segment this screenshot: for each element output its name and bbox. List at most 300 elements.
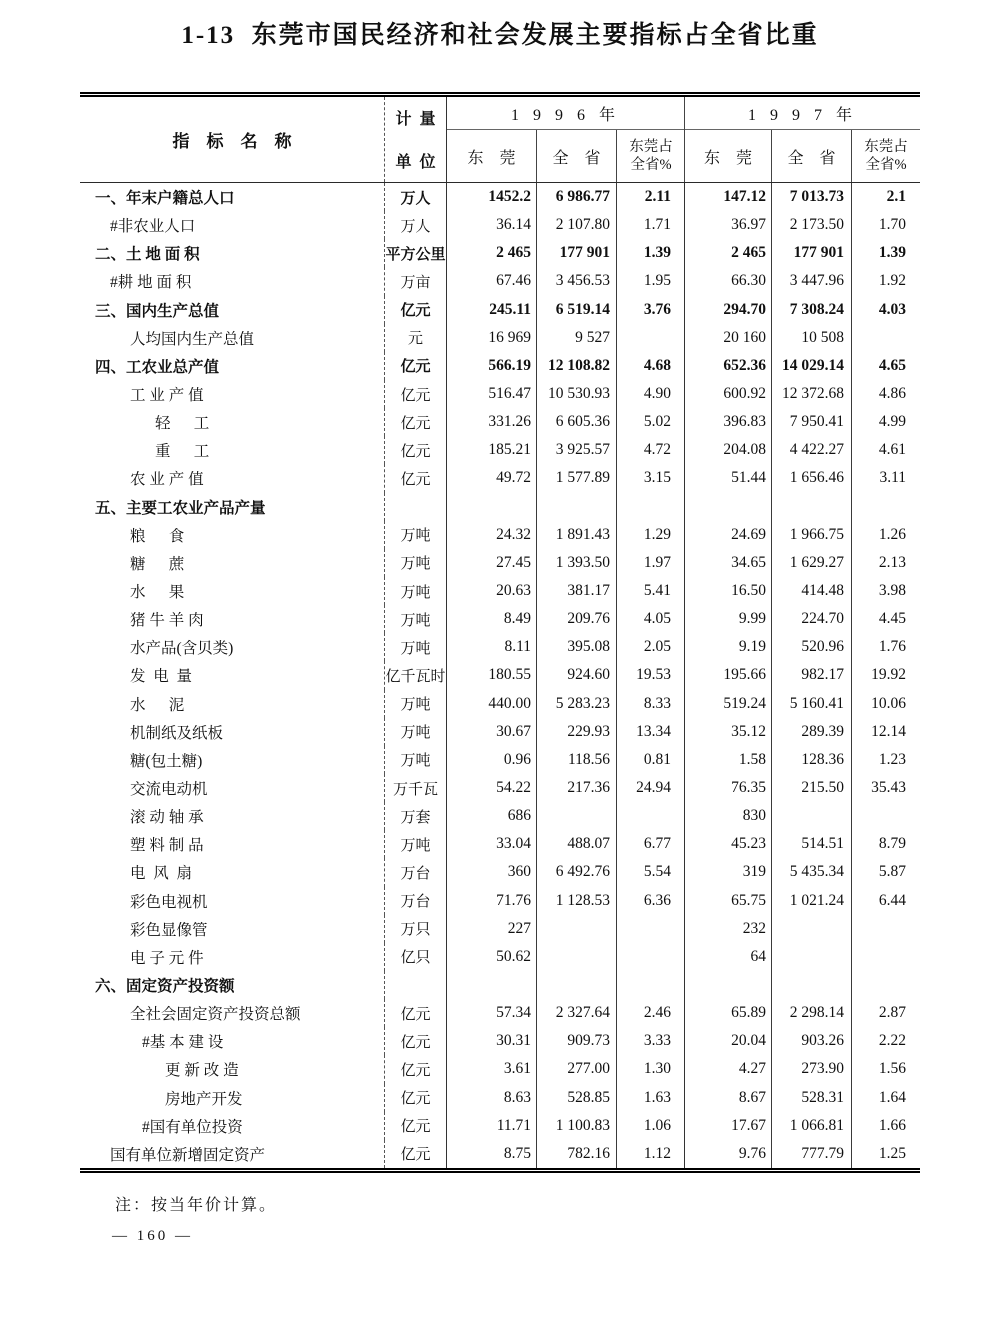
value-1996-dongguan: 8.75	[447, 1140, 537, 1168]
value-1997-dongguan: 9.76	[685, 1140, 772, 1168]
table-row	[80, 577, 920, 605]
value-1996-quansheng: 1 577.89	[537, 464, 617, 492]
value-1997-dongguan: 294.70	[685, 296, 772, 324]
table-row	[80, 943, 920, 971]
value-1996-dongguan: 24.32	[447, 521, 537, 549]
value-1996-pct: 6.36	[617, 887, 685, 915]
col-header-pct-1997	[852, 130, 920, 182]
value-1997-quansheng: 215.50	[772, 774, 852, 802]
value-1996-quansheng: 528.85	[537, 1084, 617, 1112]
table-row	[80, 211, 920, 239]
unit-cell: 平方公里	[385, 239, 447, 267]
value-1996-pct: 4.72	[617, 436, 685, 464]
value-1996-pct: 0.81	[617, 746, 685, 774]
value-1997-dongguan: 9.99	[685, 605, 772, 633]
value-1996-dongguan: 360	[447, 858, 537, 886]
value-1997-quansheng: 777.79	[772, 1140, 852, 1168]
value-1996-pct: 13.34	[617, 718, 685, 746]
value-1996-quansheng: 381.17	[537, 577, 617, 605]
unit-cell: 万台	[385, 887, 447, 915]
table-header	[80, 97, 920, 183]
unit-cell: 亿千瓦时	[385, 661, 447, 689]
value-1997-dongguan	[685, 971, 772, 999]
table-row	[80, 746, 920, 774]
indicator-cell: 人均国内生产总值	[80, 324, 385, 352]
col-header-quansheng-1997: 全 省	[772, 130, 852, 182]
pct-line1: 东莞占	[864, 139, 908, 155]
unit-cell	[385, 971, 447, 999]
indicator-cell: 粮 食	[80, 521, 385, 549]
indicator-cell: 滚 动 轴 承	[80, 802, 385, 830]
value-1997-pct: 2.13	[878, 553, 906, 571]
value-1996-pct: 1.12	[617, 1140, 685, 1168]
value-1997-dongguan: 16.50	[685, 577, 772, 605]
unit-cell: 元	[385, 324, 447, 352]
year-groups	[447, 97, 920, 182]
page-title: 1-13 东莞市国民经济和社会发展主要指标占全省比重	[181, 22, 819, 49]
value-1996-quansheng: 5 283.23	[537, 690, 617, 718]
value-1997-pct: 1.26	[878, 525, 906, 543]
value-1996-quansheng: 782.16	[537, 1140, 617, 1168]
table-row	[80, 267, 920, 295]
value-1997-dongguan: 232	[685, 915, 772, 943]
pct-line2: 全省%	[865, 157, 907, 173]
page-number: — 160 —	[112, 1228, 193, 1244]
value-1997-pct: 10.06	[871, 694, 906, 712]
value-1997-dongguan: 600.92	[685, 380, 772, 408]
value-1996-quansheng: 229.93	[537, 718, 617, 746]
value-1997-quansheng: 224.70	[772, 605, 852, 633]
value-1996-dongguan	[447, 493, 537, 521]
value-1996-pct: 6.77	[617, 830, 685, 858]
unit-cell: 万吨	[385, 633, 447, 661]
table-row	[80, 408, 920, 436]
value-1997-pct: 1.64	[878, 1088, 906, 1106]
value-1997-quansheng	[772, 915, 852, 943]
table-row	[80, 690, 920, 718]
value-1997-quansheng: 273.90	[772, 1055, 852, 1083]
value-1997-dongguan: 76.35	[685, 774, 772, 802]
value-1997-pct: 1.56	[878, 1060, 906, 1078]
indicator-cell: 一、年末户籍总人口	[80, 183, 385, 211]
value-1997-dongguan	[685, 493, 772, 521]
value-1996-pct: 1.97	[617, 549, 685, 577]
value-1996-quansheng	[537, 493, 617, 521]
indicator-cell: 轻 工	[80, 408, 385, 436]
value-1996-dongguan: 185.21	[447, 436, 537, 464]
value-1996-dongguan: 8.11	[447, 633, 537, 661]
value-1996-pct: 5.54	[617, 858, 685, 886]
indicator-cell: 三、国内生产总值	[80, 296, 385, 324]
value-1996-dongguan: 440.00	[447, 690, 537, 718]
value-1996-pct: 1.71	[617, 211, 685, 239]
value-1996-quansheng: 924.60	[537, 661, 617, 689]
table-row	[80, 239, 920, 267]
value-1997-quansheng: 903.26	[772, 1027, 852, 1055]
value-1997-dongguan: 396.83	[685, 408, 772, 436]
value-1997-pct: 4.65	[878, 356, 906, 374]
value-1997-pct: 19.92	[871, 666, 906, 684]
value-1997-quansheng: 2 173.50	[772, 211, 852, 239]
value-1996-pct: 5.41	[617, 577, 685, 605]
value-1997-quansheng: 520.96	[772, 633, 852, 661]
value-1997-quansheng	[772, 943, 852, 971]
value-1997-pct: 2.87	[878, 1004, 906, 1022]
subheaders-1997	[685, 130, 920, 182]
value-1996-pct: 1.39	[617, 239, 685, 267]
value-1997-dongguan: 34.65	[685, 549, 772, 577]
unit-cell: 亿元	[385, 352, 447, 380]
indicator-cell: #基 本 建 设	[80, 1027, 385, 1055]
value-1997-dongguan: 9.19	[685, 633, 772, 661]
col-header-year-1996: 1 9 9 6 年	[447, 97, 684, 130]
unit-cell: 万套	[385, 802, 447, 830]
unit-cell: 万人	[385, 211, 447, 239]
value-1997-pct: 2.1	[886, 188, 906, 206]
value-1996-dongguan: 8.63	[447, 1084, 537, 1112]
value-1997-dongguan: 20.04	[685, 1027, 772, 1055]
unit-cell: 万千瓦	[385, 774, 447, 802]
value-1996-pct: 19.53	[617, 661, 685, 689]
value-1996-quansheng: 177 901	[537, 239, 617, 267]
col-header-unit-line2: 单 位	[395, 154, 436, 171]
value-1996-dongguan: 566.19	[447, 352, 537, 380]
value-1996-pct: 1.95	[617, 267, 685, 295]
indicator-cell: 六、固定资产投资额	[80, 971, 385, 999]
unit-cell: 万吨	[385, 577, 447, 605]
value-1996-pct	[617, 971, 685, 999]
value-1996-quansheng: 9 527	[537, 324, 617, 352]
value-1997-dongguan: 8.67	[685, 1084, 772, 1112]
table-note: 注：按当年价计算。	[115, 1197, 278, 1214]
value-1996-quansheng: 3 456.53	[537, 267, 617, 295]
table-row	[80, 887, 920, 915]
table-row	[80, 774, 920, 802]
value-1996-pct: 1.29	[617, 521, 685, 549]
value-1997-pct: 4.45	[878, 610, 906, 628]
value-1997-quansheng: 514.51	[772, 830, 852, 858]
value-1997-pct: 1.66	[878, 1116, 906, 1134]
indicator-cell: 电 风 扇	[80, 858, 385, 886]
indicator-cell: 全社会固定资产投资总额	[80, 999, 385, 1027]
value-1997-dongguan: 319	[685, 858, 772, 886]
indicator-cell: 电 子 元 件	[80, 943, 385, 971]
value-1996-dongguan: 16 969	[447, 324, 537, 352]
value-1997-quansheng: 4 422.27	[772, 436, 852, 464]
value-1997-pct: 1.92	[878, 272, 906, 290]
value-1997-quansheng: 1 021.24	[772, 887, 852, 915]
value-1997-quansheng	[772, 493, 852, 521]
value-1997-quansheng: 1 966.75	[772, 521, 852, 549]
table-row	[80, 324, 920, 352]
value-1996-quansheng: 1 128.53	[537, 887, 617, 915]
value-1996-quansheng: 909.73	[537, 1027, 617, 1055]
value-1997-pct: 4.03	[878, 300, 906, 318]
value-1997-dongguan: 2 465	[685, 239, 772, 267]
indicator-cell: 糖 蔗	[80, 549, 385, 577]
table-row	[80, 352, 920, 380]
value-1997-pct: 1.25	[878, 1144, 906, 1162]
table-row	[80, 296, 920, 324]
value-1996-quansheng: 2 107.80	[537, 211, 617, 239]
unit-cell: 亿元	[385, 1055, 447, 1083]
indicator-cell: 四、工农业总产值	[80, 352, 385, 380]
table-row	[80, 493, 920, 521]
unit-cell: 万亩	[385, 267, 447, 295]
value-1996-dongguan: 516.47	[447, 380, 537, 408]
value-1996-pct: 8.33	[617, 690, 685, 718]
value-1997-pct: 1.76	[878, 638, 906, 656]
unit-cell: 亿只	[385, 943, 447, 971]
value-1997-quansheng: 1 066.81	[772, 1112, 852, 1140]
indicator-cell: 水 果	[80, 577, 385, 605]
value-1996-dongguan: 11.71	[447, 1112, 537, 1140]
value-1997-pct: 5.87	[878, 863, 906, 881]
value-1996-pct: 5.02	[617, 408, 685, 436]
indicator-cell: 彩色电视机	[80, 887, 385, 915]
value-1996-pct: 1.06	[617, 1112, 685, 1140]
value-1997-pct	[852, 971, 920, 999]
value-1996-quansheng: 1 100.83	[537, 1112, 617, 1140]
table-row	[80, 464, 920, 492]
subheaders-1996	[447, 130, 684, 182]
year-group-1996	[447, 97, 685, 182]
value-1997-pct: 35.43	[871, 779, 906, 797]
value-1996-pct: 4.05	[617, 605, 685, 633]
table-row	[80, 999, 920, 1027]
value-1996-dongguan: 20.63	[447, 577, 537, 605]
value-1997-pct: 4.86	[878, 385, 906, 403]
col-header-unit-line1: 计 量	[395, 111, 436, 128]
indicator-cell: 水 泥	[80, 690, 385, 718]
value-1997-dongguan: 45.23	[685, 830, 772, 858]
value-1996-dongguan: 49.72	[447, 464, 537, 492]
value-1997-dongguan: 652.36	[685, 352, 772, 380]
value-1996-dongguan: 8.49	[447, 605, 537, 633]
year-group-1997	[685, 97, 920, 182]
value-1996-quansheng: 6 492.76	[537, 858, 617, 886]
unit-cell: 万吨	[385, 746, 447, 774]
value-1997-quansheng: 414.48	[772, 577, 852, 605]
unit-cell: 万吨	[385, 605, 447, 633]
value-1997-dongguan: 17.67	[685, 1112, 772, 1140]
value-1996-quansheng: 6 605.36	[537, 408, 617, 436]
value-1997-quansheng	[772, 802, 852, 830]
value-1997-quansheng	[772, 971, 852, 999]
value-1997-quansheng: 177 901	[772, 239, 852, 267]
value-1996-quansheng: 12 108.82	[537, 352, 617, 380]
value-1997-quansheng: 289.39	[772, 718, 852, 746]
table-row	[80, 633, 920, 661]
value-1996-pct: 3.15	[617, 464, 685, 492]
unit-cell: 亿元	[385, 1027, 447, 1055]
value-1996-pct: 2.05	[617, 633, 685, 661]
value-1997-pct	[852, 802, 920, 830]
unit-cell: 亿元	[385, 436, 447, 464]
value-1997-pct: 2.22	[878, 1032, 906, 1050]
value-1997-quansheng: 12 372.68	[772, 380, 852, 408]
value-1997-dongguan: 36.97	[685, 211, 772, 239]
value-1997-dongguan: 1.58	[685, 746, 772, 774]
value-1996-pct: 2.46	[617, 999, 685, 1027]
value-1996-dongguan: 33.04	[447, 830, 537, 858]
unit-cell: 亿元	[385, 1084, 447, 1112]
value-1997-dongguan: 195.66	[685, 661, 772, 689]
unit-cell	[385, 493, 447, 521]
value-1996-quansheng: 6 986.77	[537, 183, 617, 211]
value-1997-pct: 3.11	[879, 469, 906, 487]
value-1997-quansheng: 2 298.14	[772, 999, 852, 1027]
pct-line2: 全省%	[630, 157, 672, 173]
table-row	[80, 858, 920, 886]
unit-cell: 亿元	[385, 999, 447, 1027]
value-1996-quansheng: 10 530.93	[537, 380, 617, 408]
value-1997-pct: 4.99	[878, 413, 906, 431]
value-1996-pct: 24.94	[617, 774, 685, 802]
value-1997-pct: 1.23	[878, 750, 906, 768]
value-1997-quansheng: 528.31	[772, 1084, 852, 1112]
table-row	[80, 830, 920, 858]
value-1996-dongguan: 30.67	[447, 718, 537, 746]
value-1997-dongguan: 830	[685, 802, 772, 830]
value-1997-quansheng: 128.36	[772, 746, 852, 774]
value-1997-quansheng: 14 029.14	[772, 352, 852, 380]
value-1997-quansheng: 3 447.96	[772, 267, 852, 295]
indicator-cell: #非农业人口	[80, 211, 385, 239]
value-1997-quansheng: 5 435.34	[772, 858, 852, 886]
value-1996-dongguan: 3.61	[447, 1055, 537, 1083]
value-1997-quansheng: 5 160.41	[772, 690, 852, 718]
table-row	[80, 183, 920, 211]
indicator-cell: 塑 料 制 品	[80, 830, 385, 858]
value-1997-dongguan: 204.08	[685, 436, 772, 464]
unit-cell: 万吨	[385, 830, 447, 858]
value-1997-quansheng: 7 308.24	[772, 296, 852, 324]
unit-cell: 亿元	[385, 1140, 447, 1168]
value-1996-quansheng	[537, 943, 617, 971]
value-1997-dongguan: 66.30	[685, 267, 772, 295]
value-1996-pct	[617, 324, 685, 352]
value-1996-quansheng	[537, 802, 617, 830]
value-1996-pct: 4.68	[617, 352, 685, 380]
table-row	[80, 661, 920, 689]
table-row	[80, 1084, 920, 1112]
col-header-pct-1996	[617, 130, 685, 182]
unit-cell: 万吨	[385, 521, 447, 549]
value-1996-dongguan: 27.45	[447, 549, 537, 577]
indicator-cell: 交流电动机	[80, 774, 385, 802]
indicator-cell: #国有单位投资	[80, 1112, 385, 1140]
table-row	[80, 915, 920, 943]
value-1996-quansheng: 277.00	[537, 1055, 617, 1083]
unit-cell: 万吨	[385, 549, 447, 577]
table-row	[80, 549, 920, 577]
table-row	[80, 380, 920, 408]
value-1996-pct	[617, 802, 685, 830]
value-1997-pct	[852, 943, 920, 971]
value-1996-dongguan: 36.14	[447, 211, 537, 239]
value-1997-dongguan: 64	[685, 943, 772, 971]
table-row	[80, 971, 920, 999]
value-1997-pct: 6.44	[878, 891, 906, 909]
table-row	[80, 1055, 920, 1083]
value-1996-pct: 1.30	[617, 1055, 685, 1083]
unit-cell: 万人	[385, 183, 447, 211]
value-1996-pct: 3.76	[617, 296, 685, 324]
value-1996-quansheng: 3 925.57	[537, 436, 617, 464]
col-header-dongguan-1997: 东 莞	[685, 130, 772, 182]
value-1996-dongguan: 50.62	[447, 943, 537, 971]
indicator-cell: 发 电 量	[80, 661, 385, 689]
value-1997-dongguan: 147.12	[685, 183, 772, 211]
value-1997-dongguan: 65.89	[685, 999, 772, 1027]
table-row	[80, 1112, 920, 1140]
value-1997-dongguan: 51.44	[685, 464, 772, 492]
value-1996-quansheng	[537, 915, 617, 943]
value-1997-pct: 1.70	[878, 216, 906, 234]
unit-cell: 亿元	[385, 408, 447, 436]
value-1997-pct: 8.79	[878, 835, 906, 853]
value-1997-pct: 3.98	[878, 582, 906, 600]
indicator-cell: 更 新 改 造	[80, 1055, 385, 1083]
value-1997-pct: 4.61	[878, 441, 906, 459]
value-1996-pct	[617, 943, 685, 971]
value-1997-quansheng: 7 013.73	[772, 183, 852, 211]
col-header-year-1997: 1 9 9 7 年	[685, 97, 920, 130]
value-1996-pct: 2.11	[617, 183, 685, 211]
value-1996-quansheng: 2 327.64	[537, 999, 617, 1027]
indicator-cell: 农 业 产 值	[80, 464, 385, 492]
value-1997-dongguan: 24.69	[685, 521, 772, 549]
value-1997-pct	[852, 915, 920, 943]
value-1996-dongguan: 57.34	[447, 999, 537, 1027]
unit-cell: 万吨	[385, 690, 447, 718]
value-1996-dongguan: 331.26	[447, 408, 537, 436]
col-header-indicator: 指 标 名 称	[80, 97, 385, 182]
value-1996-dongguan: 1452.2	[447, 183, 537, 211]
value-1996-dongguan: 30.31	[447, 1027, 537, 1055]
table-row	[80, 718, 920, 746]
unit-cell: 万吨	[385, 718, 447, 746]
table-row	[80, 521, 920, 549]
indicator-cell: 国有单位新增固定资产	[80, 1140, 385, 1168]
value-1996-pct	[617, 915, 685, 943]
unit-cell: 亿元	[385, 380, 447, 408]
table-row	[80, 436, 920, 464]
indicator-cell: 猪 牛 羊 肉	[80, 605, 385, 633]
value-1996-quansheng: 395.08	[537, 633, 617, 661]
value-1997-dongguan: 20 160	[685, 324, 772, 352]
table-row	[80, 605, 920, 633]
value-1996-dongguan: 0.96	[447, 746, 537, 774]
col-header-quansheng-1996: 全 省	[537, 130, 617, 182]
value-1996-dongguan: 686	[447, 802, 537, 830]
indicator-cell: 重 工	[80, 436, 385, 464]
value-1997-quansheng: 982.17	[772, 661, 852, 689]
pct-line1: 东莞占	[629, 139, 673, 155]
indicator-cell: 五、主要工农业产品产量	[80, 493, 385, 521]
table-body	[80, 183, 920, 1168]
value-1996-quansheng: 6 519.14	[537, 296, 617, 324]
indicator-cell: 彩色显像管	[80, 915, 385, 943]
col-header-unit	[385, 97, 447, 182]
unit-cell: 万只	[385, 915, 447, 943]
statistics-table	[80, 92, 920, 1173]
table-row	[80, 1140, 920, 1168]
value-1996-quansheng: 1 393.50	[537, 549, 617, 577]
value-1996-dongguan: 180.55	[447, 661, 537, 689]
unit-cell: 万台	[385, 858, 447, 886]
